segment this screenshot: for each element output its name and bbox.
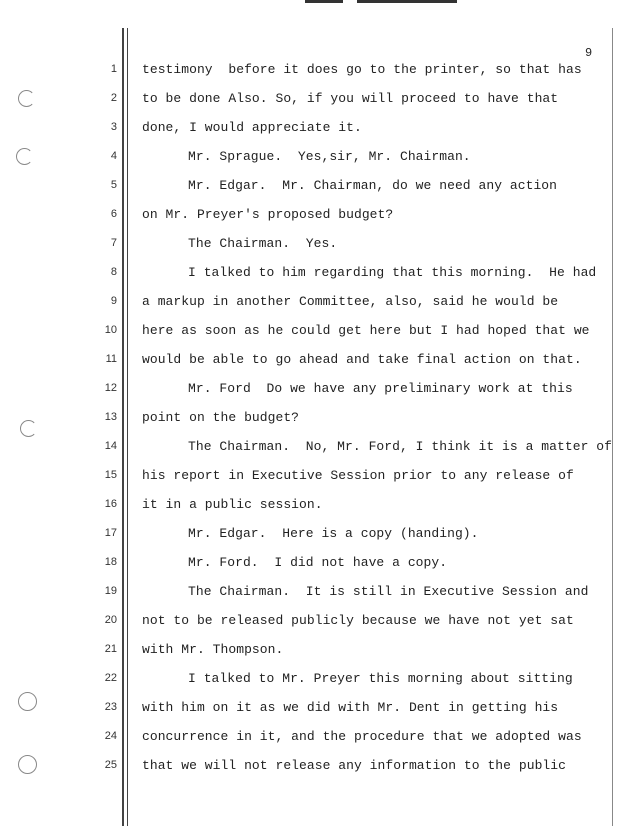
line-number: 9: [110, 295, 117, 307]
transcript-line: here as soon as he could get here but I had hoped that we: [142, 323, 590, 338]
transcript-line: point on the budget?: [142, 410, 300, 425]
punch-hole: [18, 692, 37, 711]
line-number: 12: [104, 382, 117, 394]
transcript-line: with him on it as we did with Mr. Dent in getting his: [142, 700, 559, 715]
transcript-line: done, I would appreciate it.: [142, 120, 362, 135]
line-number: 2: [110, 92, 117, 104]
transcript-line: The Chairman. It is still in Executive Session and: [188, 584, 589, 599]
line-number: 21: [104, 643, 117, 655]
punch-hole-mark: [20, 420, 37, 437]
line-number: 20: [104, 614, 117, 626]
line-number: 15: [104, 469, 117, 481]
transcript-line: The Chairman. No, Mr. Ford, I think it is a matter of: [188, 439, 612, 454]
transcript-line: a markup in another Committee, also, said he would be: [142, 294, 559, 309]
transcript-line: I talked to him regarding that this morning. He had: [188, 265, 597, 280]
line-number: 1: [110, 63, 117, 75]
line-number: 16: [104, 498, 117, 510]
line-number: 22: [104, 672, 117, 684]
transcript-line: to be done Also. So, if you will proceed to have that: [142, 91, 559, 106]
line-number: 5: [110, 179, 117, 191]
line-number: 23: [104, 701, 117, 713]
line-number: 11: [105, 353, 117, 365]
transcript-line: concurrence in it, and the procedure that we adopted was: [142, 729, 582, 744]
left-margin-rule: [122, 28, 124, 826]
transcript-line: Mr. Edgar. Here is a copy (handing).: [188, 526, 479, 541]
transcript-line: Mr. Ford. I did not have a copy.: [188, 555, 448, 570]
transcript-line: Mr. Sprague. Yes,sir, Mr. Chairman.: [188, 149, 471, 164]
transcript-line: The Chairman. Yes.: [188, 236, 338, 251]
transcript-line: Mr. Ford Do we have any preliminary work at this: [188, 381, 573, 396]
transcript-line: would be able to go ahead and take final action on that.: [142, 352, 582, 367]
line-number: 19: [104, 585, 117, 597]
line-number: 8: [110, 266, 117, 278]
top-edge-mark: [305, 0, 465, 6]
transcript-line: it in a public session.: [142, 497, 323, 512]
line-number: 14: [104, 440, 117, 452]
punch-hole-mark: [18, 90, 35, 107]
page-number: 9: [585, 46, 593, 60]
left-margin-rule-inner: [127, 28, 128, 826]
transcript-line: not to be released publicly because we have not yet sat: [142, 613, 574, 628]
line-number: 7: [110, 237, 117, 249]
line-number: 25: [104, 759, 117, 771]
transcript-line: that we will not release any information to the public: [142, 758, 566, 773]
line-number: 3: [110, 121, 117, 133]
punch-hole: [18, 755, 37, 774]
transcript-line: testimony before it does go to the printer, so that has: [142, 62, 582, 77]
line-number: 10: [104, 324, 117, 336]
line-number: 13: [104, 411, 117, 423]
transcript-line: Mr. Edgar. Mr. Chairman, do we need any action: [188, 178, 558, 193]
line-number: 17: [104, 527, 117, 539]
line-number: 4: [110, 150, 117, 162]
line-number: 24: [104, 730, 117, 742]
transcript-line: on Mr. Preyer's proposed budget?: [142, 207, 394, 222]
transcript-line: his report in Executive Session prior to any release of: [142, 468, 574, 483]
transcript-line: with Mr. Thompson.: [142, 642, 284, 657]
line-number: 6: [110, 208, 117, 220]
punch-hole-mark: [16, 148, 33, 165]
transcript-line: I talked to Mr. Preyer this morning about sitting: [188, 671, 573, 686]
line-number: 18: [104, 556, 117, 568]
right-margin-rule: [612, 28, 613, 826]
